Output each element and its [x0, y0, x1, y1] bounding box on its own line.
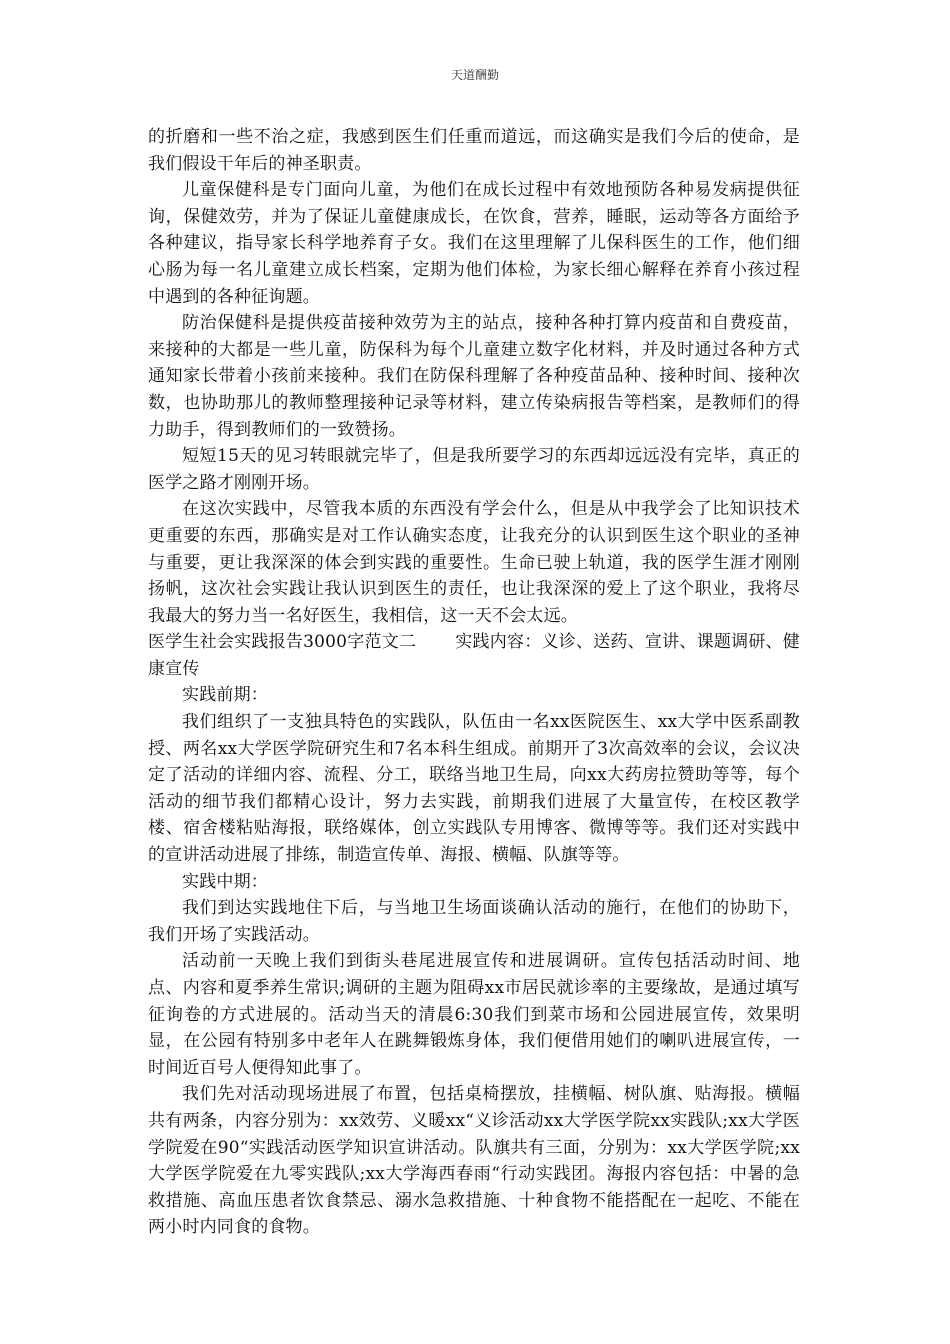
paragraph: 我们先对活动现场进展了布置，包括桌椅摆放，挂横幅、树队旗、贴海报。横幅共有两条，内容分别为：xx效劳、义暖xx“义诊活动xx大学医学院xx实践队;xx大学医学院爱在90“实践活动医学知识宣讲活动。队旗共有三面，分别为：xx大学医学院;xx大学医学院爱在九零实践队;xx大学海西春雨“行动实践团。海报内容包括：中暑的急救措施、高血压患者饮食禁忌、溺水急救措施、十种食物不能搭配在一起吃、不能在两小时内同食的食物。 [148, 1084, 800, 1238]
paragraph: 防治保健科是提供疫苗接种效劳为主的站点，接种各种打算内疫苗和自费疫苗，来接种的大都是一些儿童，防保科为每个儿童建立数字化材料，并及时通过各种方式通知家长带着小孩前来接种。我们在防保科理解了各种疫苗品种、接种时间、接种次数，也协助那儿的教师整理接种记录等材料，建立传染病报告等档案，是教师们的得力助手，得到教师们的一致赞扬。 [148, 313, 800, 440]
section-content-line: 实践内容：义诊、送药、宣讲、课题调研、健康宣传 [148, 632, 800, 679]
paragraph: 儿童保健科是专门面向儿童，为他们在成长过程中有效地预防各种易发病提供征询，保健效劳，并为了保证儿童健康成长，在饮食，营养，睡眠，运动等各方面给予各种建议，指导家长科学地养育子女。我们在这里理解了儿保科医生的工作，他们细心肠为每一名儿童建立成长档案，定期为他们体检，为家长细心解释在养育小孩过程中遇到的各种征询题。 [148, 180, 800, 307]
subheading: 实践中期： [182, 871, 268, 892]
paragraph: 的折磨和一些不治之症，我感到医生们任重而道远，而这确实是我们今后的使命，是我们假设干年后的神圣职责。 [148, 127, 800, 174]
paragraph: 在这次实践中，尽管我本质的东西没有学会什么，但是从中我学会了比知识技术更重要的东西，那确实是对工作认确实态度，让我充分的认识到医生这个职业的圣神与重要，更让我深深的体会到实践的重要性。生命已驶上轨道，我的医学生涯才刚刚扬帆，这次社会实践让我认识到医生的责任，也让我深深的爱上了这个职业，我将尽我最大的努力当一名好医生，我相信，这一天不会太远。 [148, 499, 800, 626]
paragraph: 活动前一天晚上我们到街头巷尾进展宣传和进展调研。宣传包括活动时间、地点、内容和夏季养生常识;调研的主题为阻碍xx市居民就诊率的主要缘故，是通过填写征询卷的方式进展的。活动当天的清晨6:30我们到菜市场和公园进展宣传，效果明显，在公园有特别多中老年人在跳舞锻炼身体，我们便借用她们的喇叭进展宣传，一时间近百号人便得知此事了。 [148, 951, 800, 1078]
section-title: 医学生社会实践报告3000字范文二 [148, 632, 417, 653]
subheading: 实践前期： [182, 685, 268, 706]
document-body [148, 124, 800, 1241]
paragraph: 短短15天的见习转眼就完毕了，但是我所要学习的东西却远远没有完毕，真正的医学之路才刚刚开场。 [148, 446, 800, 493]
page-header: 天道酬勤 [450, 68, 499, 82]
paragraph: 我们到达实践地住下后，与当地卫生场面谈确认活动的施行，在他们的协助下，我们开场了实践活动。 [148, 898, 800, 945]
section-heading [148, 629, 800, 682]
paragraph: 我们组织了一支独具特色的实践队，队伍由一名xx医院医生、xx大学中医系副教授、两名xx大学医学院研究生和7名本科生组成。前期开了3次高效率的会议，会议决定了活动的详细内容、流程、分工，联络当地卫生局，向xx大药房拉赞助等等，每个活动的细节我们都精心设计，努力去实践，前期我们进展了大量宣传，在校区教学楼、宿舍楼粘贴海报，联络媒体，创立实践队专用博客、微博等等。我们还对实践中的宣讲活动进展了排练，制造宣传单、海报、横幅、队旗等等。 [148, 712, 800, 866]
